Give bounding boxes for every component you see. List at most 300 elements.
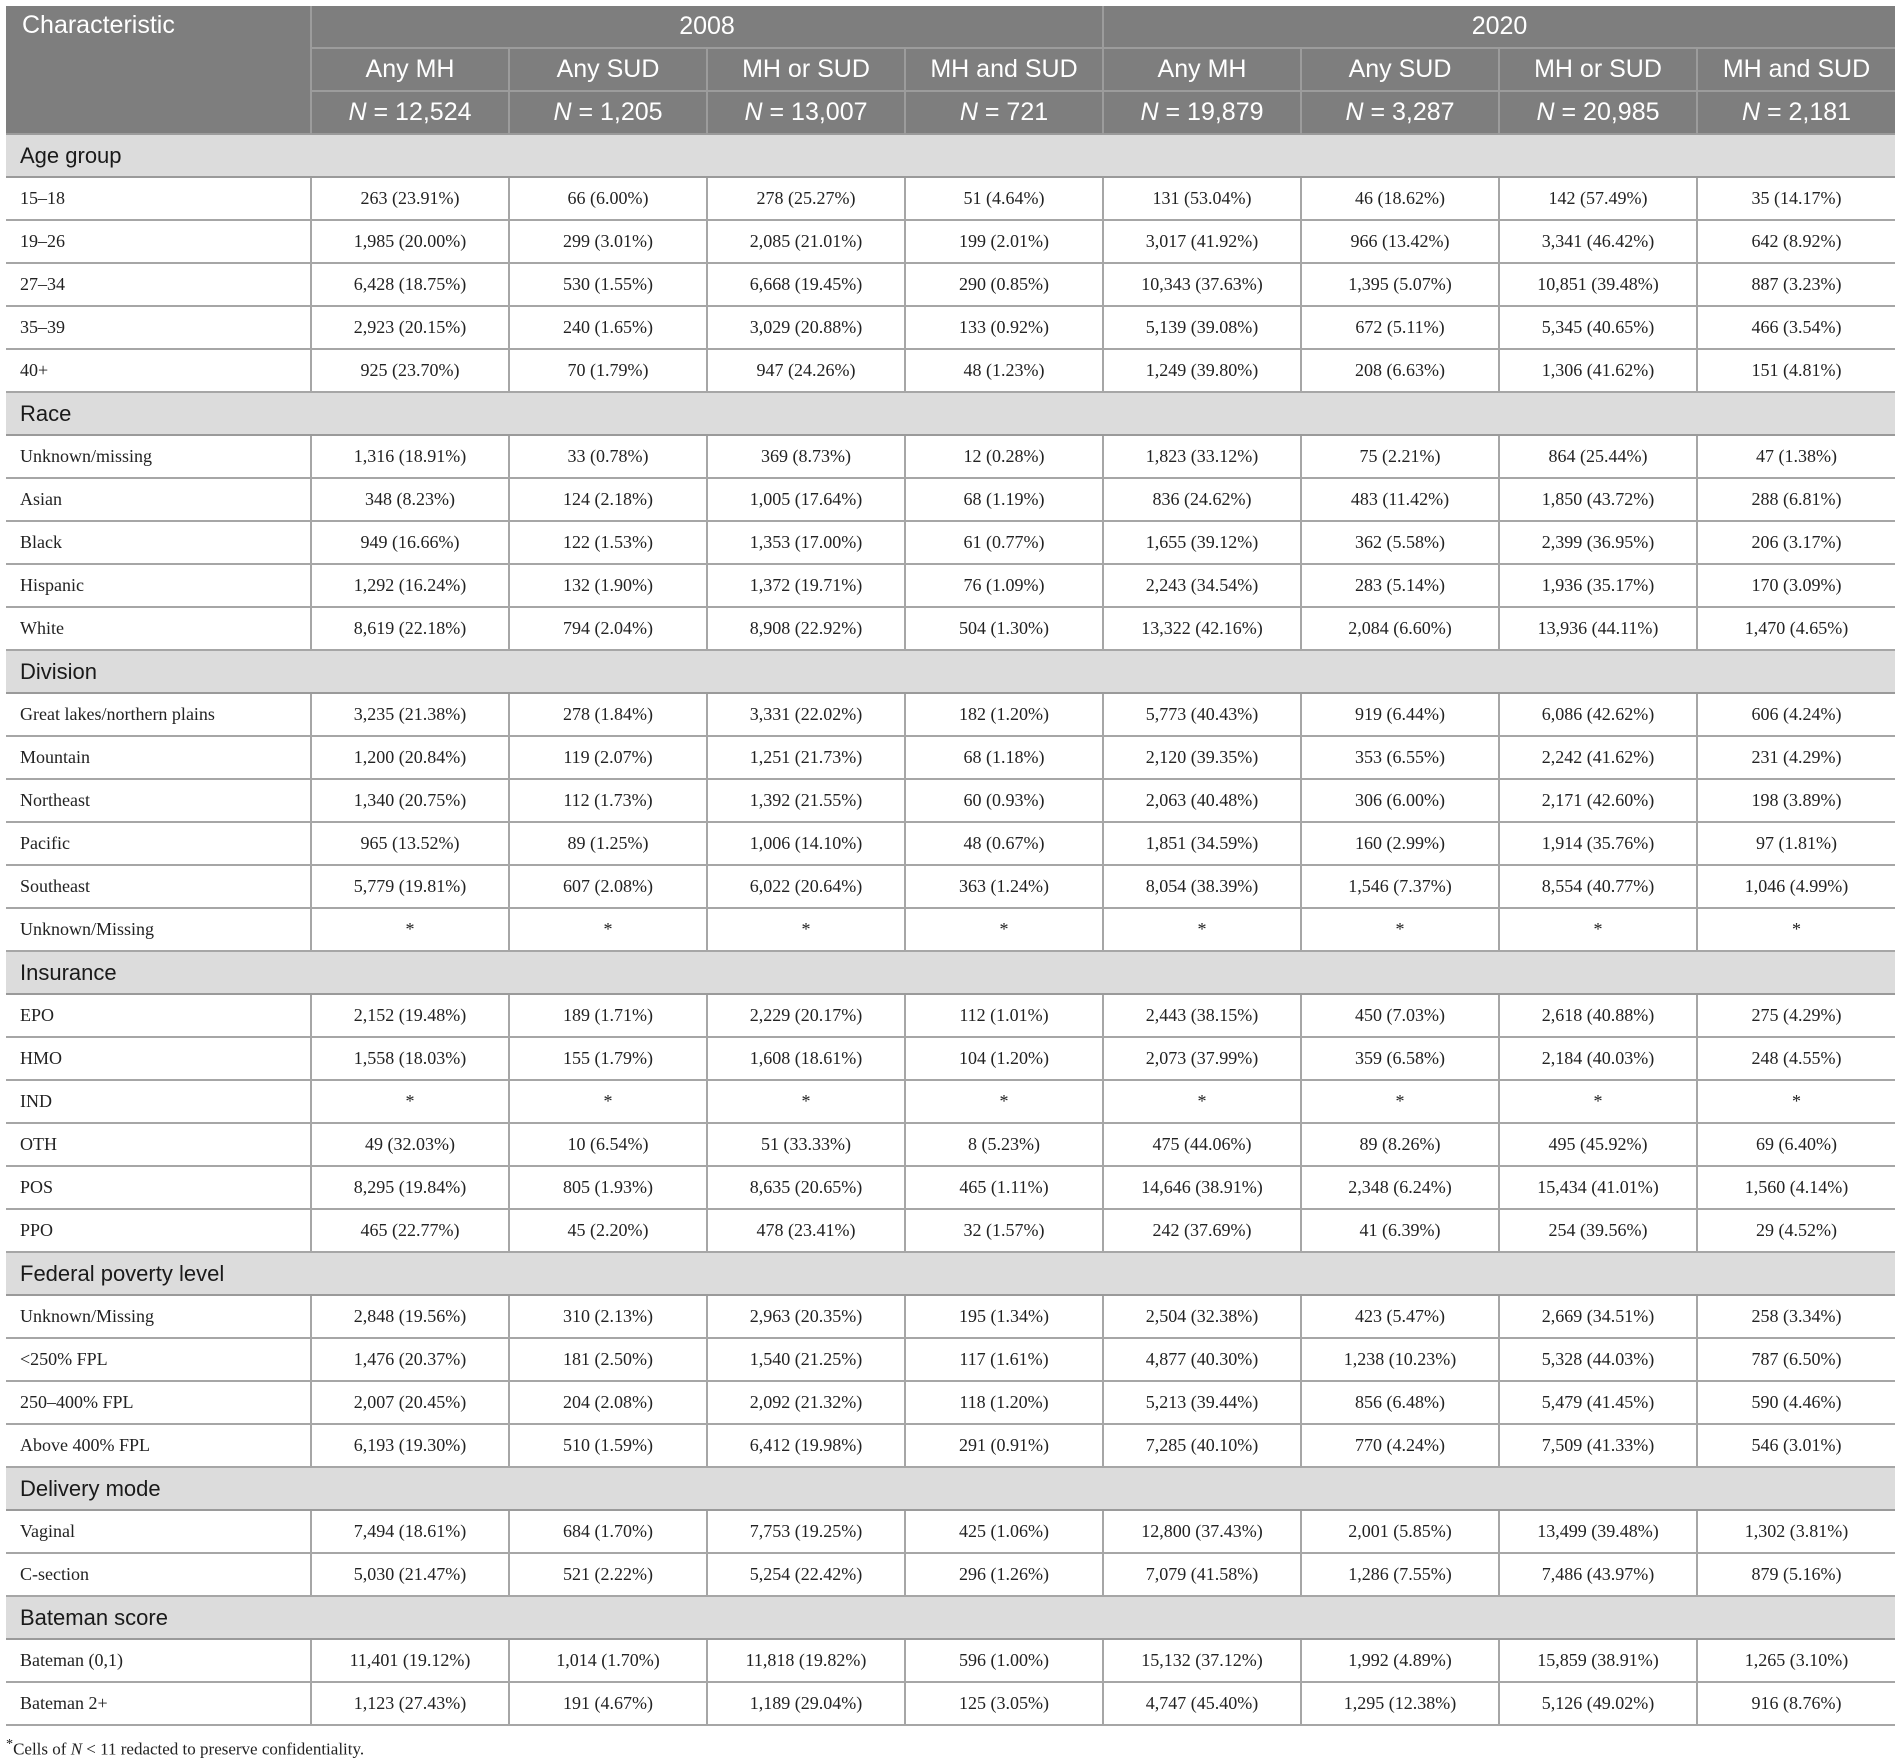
data-cell: 151 (4.81%) (1697, 349, 1895, 392)
data-cell: 348 (8.23%) (311, 478, 509, 521)
data-cell: 278 (25.27%) (707, 177, 905, 220)
data-cell: 15,132 (37.12%) (1103, 1639, 1301, 1682)
data-cell: 8,619 (22.18%) (311, 607, 509, 650)
section-header-row (6, 1596, 1895, 1639)
footnote-n-symbol: N (70, 1739, 83, 1759)
data-cell: 1,823 (33.12%) (1103, 435, 1301, 478)
data-cell: 8,295 (19.84%) (311, 1166, 509, 1209)
data-cell: 12 (0.28%) (905, 435, 1103, 478)
data-cell: 353 (6.55%) (1301, 736, 1499, 779)
data-cell: 7,509 (41.33%) (1499, 1424, 1697, 1467)
data-cell: 51 (4.64%) (905, 177, 1103, 220)
data-cell: 965 (13.52%) (311, 822, 509, 865)
data-cell: 7,494 (18.61%) (311, 1510, 509, 1553)
n-value: 19,879 (1187, 98, 1264, 126)
data-cell: 48 (0.67%) (905, 822, 1103, 865)
data-cell: 947 (24.26%) (707, 349, 905, 392)
row-label: EPO (6, 994, 311, 1037)
data-cell: 425 (1.06%) (905, 1510, 1103, 1553)
footnote-mark: * (6, 1736, 14, 1752)
data-cell: 182 (1.20%) (905, 693, 1103, 736)
data-cell: 642 (8.92%) (1697, 220, 1895, 263)
data-cell: 8 (5.23%) (905, 1123, 1103, 1166)
data-cell: 155 (1.79%) (509, 1037, 707, 1080)
data-cell: 359 (6.58%) (1301, 1037, 1499, 1080)
data-cell: * (1301, 1080, 1499, 1123)
data-cell: 672 (5.11%) (1301, 306, 1499, 349)
data-cell: 41 (6.39%) (1301, 1209, 1499, 1252)
data-cell: 258 (3.34%) (1697, 1295, 1895, 1338)
data-cell: 60 (0.93%) (905, 779, 1103, 822)
data-cell: 170 (3.09%) (1697, 564, 1895, 607)
table-row (6, 1123, 1895, 1166)
footnote-text-b: < 11 redacted to preserve confidentiality. (82, 1739, 365, 1759)
table-row (6, 1080, 1895, 1123)
section-header-row (6, 1252, 1895, 1295)
data-cell: 11,401 (19.12%) (311, 1639, 509, 1682)
table-row (6, 220, 1895, 263)
row-label: Pacific (6, 822, 311, 865)
data-cell: 204 (2.08%) (509, 1381, 707, 1424)
data-cell: 1,249 (39.80%) (1103, 349, 1301, 392)
data-cell: 6,193 (19.30%) (311, 1424, 509, 1467)
n-value: 721 (1006, 98, 1049, 126)
data-cell: 310 (2.13%) (509, 1295, 707, 1338)
data-cell: 89 (1.25%) (509, 822, 707, 865)
n-header: N = 1,205 (509, 91, 707, 134)
data-cell: 6,428 (18.75%) (311, 263, 509, 306)
data-cell: 254 (39.56%) (1499, 1209, 1697, 1252)
row-label: Bateman (0,1) (6, 1639, 311, 1682)
data-cell: 2,348 (6.24%) (1301, 1166, 1499, 1209)
data-cell: 465 (1.11%) (905, 1166, 1103, 1209)
data-cell: 805 (1.93%) (509, 1166, 707, 1209)
row-label: IND (6, 1080, 311, 1123)
data-cell: 290 (0.85%) (905, 263, 1103, 306)
data-cell: 76 (1.09%) (905, 564, 1103, 607)
data-cell: 12,800 (37.43%) (1103, 1510, 1301, 1553)
table-container (6, 6, 1895, 1726)
data-cell: 248 (4.55%) (1697, 1037, 1895, 1080)
data-cell: 51 (33.33%) (707, 1123, 905, 1166)
data-cell: 2,443 (38.15%) (1103, 994, 1301, 1037)
row-label: POS (6, 1166, 311, 1209)
data-cell: 283 (5.14%) (1301, 564, 1499, 607)
data-cell: 89 (8.26%) (1301, 1123, 1499, 1166)
data-cell: 35 (14.17%) (1697, 177, 1895, 220)
data-cell: 6,668 (19.45%) (707, 263, 905, 306)
data-cell: 29 (4.52%) (1697, 1209, 1895, 1252)
table-row (6, 1553, 1895, 1596)
year-header-row (6, 6, 1895, 48)
table-row (6, 779, 1895, 822)
data-cell: 124 (2.18%) (509, 478, 707, 521)
data-cell: 14,646 (38.91%) (1103, 1166, 1301, 1209)
data-cell: 2,504 (32.38%) (1103, 1295, 1301, 1338)
data-cell: 5,254 (22.42%) (707, 1553, 905, 1596)
data-cell: 198 (3.89%) (1697, 779, 1895, 822)
row-label: Hispanic (6, 564, 311, 607)
data-cell: 1,540 (21.25%) (707, 1338, 905, 1381)
data-cell: 45 (2.20%) (509, 1209, 707, 1252)
n-value: 2,181 (1788, 98, 1852, 126)
data-cell: 887 (3.23%) (1697, 263, 1895, 306)
section-header-row (6, 1467, 1895, 1510)
data-cell: 423 (5.47%) (1301, 1295, 1499, 1338)
section-title: Insurance (6, 951, 1895, 994)
data-cell: 949 (16.66%) (311, 521, 509, 564)
data-cell: * (1697, 908, 1895, 951)
row-label: Unknown/Missing (6, 1295, 311, 1338)
data-cell: * (1499, 908, 1697, 951)
data-cell: 3,235 (21.38%) (311, 693, 509, 736)
data-cell: 1,395 (5.07%) (1301, 263, 1499, 306)
data-cell: 263 (23.91%) (311, 177, 509, 220)
data-cell: 836 (24.62%) (1103, 478, 1301, 521)
table-row (6, 1338, 1895, 1381)
data-cell: 1,123 (27.43%) (311, 1682, 509, 1725)
data-cell: 2,184 (40.03%) (1499, 1037, 1697, 1080)
row-label: Vaginal (6, 1510, 311, 1553)
table-row (6, 1424, 1895, 1467)
data-cell: 1,936 (35.17%) (1499, 564, 1697, 607)
data-cell: 2,618 (40.88%) (1499, 994, 1697, 1037)
data-cell: 5,030 (21.47%) (311, 1553, 509, 1596)
data-cell: 3,341 (46.42%) (1499, 220, 1697, 263)
table-row (6, 521, 1895, 564)
data-cell: 1,189 (29.04%) (707, 1682, 905, 1725)
data-cell: 69 (6.40%) (1697, 1123, 1895, 1166)
data-cell: 13,499 (39.48%) (1499, 1510, 1697, 1553)
data-cell: 1,265 (3.10%) (1697, 1639, 1895, 1682)
table-row (6, 306, 1895, 349)
data-cell: 160 (2.99%) (1301, 822, 1499, 865)
footnote (6, 1736, 364, 1760)
data-cell: 590 (4.46%) (1697, 1381, 1895, 1424)
data-cell: 1,340 (20.75%) (311, 779, 509, 822)
data-cell: 1,372 (19.71%) (707, 564, 905, 607)
data-cell: 231 (4.29%) (1697, 736, 1895, 779)
data-cell: 606 (4.24%) (1697, 693, 1895, 736)
data-cell: * (311, 1080, 509, 1123)
data-cell: 125 (3.05%) (905, 1682, 1103, 1725)
data-cell: 2,152 (19.48%) (311, 994, 509, 1037)
data-cell: 11,818 (19.82%) (707, 1639, 905, 1682)
section-title: Race (6, 392, 1895, 435)
data-cell: 1,476 (20.37%) (311, 1338, 509, 1381)
data-cell: 1,200 (20.84%) (311, 736, 509, 779)
data-cell: 142 (57.49%) (1499, 177, 1697, 220)
table-row (6, 1295, 1895, 1338)
data-cell: 1,306 (41.62%) (1499, 349, 1697, 392)
n-header: N = 12,524 (311, 91, 509, 134)
row-label: HMO (6, 1037, 311, 1080)
data-cell: 530 (1.55%) (509, 263, 707, 306)
data-cell: 47 (1.38%) (1697, 435, 1895, 478)
data-cell: 4,877 (40.30%) (1103, 1338, 1301, 1381)
data-cell: 10 (6.54%) (509, 1123, 707, 1166)
data-cell: 1,292 (16.24%) (311, 564, 509, 607)
table-row (6, 822, 1895, 865)
data-cell: 131 (53.04%) (1103, 177, 1301, 220)
table-row (6, 1166, 1895, 1209)
row-label: Southeast (6, 865, 311, 908)
n-value: 20,985 (1583, 98, 1660, 126)
data-cell: 1,005 (17.64%) (707, 478, 905, 521)
data-cell: 10,851 (39.48%) (1499, 263, 1697, 306)
data-cell: 5,328 (44.03%) (1499, 1338, 1697, 1381)
data-cell: 966 (13.42%) (1301, 220, 1499, 263)
row-label: 15–18 (6, 177, 311, 220)
table-row (6, 478, 1895, 521)
data-cell: 3,029 (20.88%) (707, 306, 905, 349)
data-cell: 478 (23.41%) (707, 1209, 905, 1252)
n-header: N = 13,007 (707, 91, 905, 134)
data-cell: 296 (1.26%) (905, 1553, 1103, 1596)
data-cell: 2,085 (21.01%) (707, 220, 905, 263)
data-cell: 275 (4.29%) (1697, 994, 1895, 1037)
row-label: 35–39 (6, 306, 311, 349)
data-cell: 2,399 (36.95%) (1499, 521, 1697, 564)
data-cell: 5,126 (49.02%) (1499, 1682, 1697, 1725)
table-row (6, 908, 1895, 951)
row-label: Unknown/missing (6, 435, 311, 478)
data-cell: 495 (45.92%) (1499, 1123, 1697, 1166)
data-cell: 8,908 (22.92%) (707, 607, 905, 650)
data-cell: 2,923 (20.15%) (311, 306, 509, 349)
data-cell: 240 (1.65%) (509, 306, 707, 349)
n-header: N = 2,181 (1697, 91, 1895, 134)
group-header: MH and SUD (905, 48, 1103, 91)
data-cell: 13,322 (42.16%) (1103, 607, 1301, 650)
section-header-row (6, 650, 1895, 693)
data-cell: 191 (4.67%) (509, 1682, 707, 1725)
data-cell: 2,229 (20.17%) (707, 994, 905, 1037)
data-cell: 2,007 (20.45%) (311, 1381, 509, 1424)
data-cell: * (1103, 908, 1301, 951)
data-cell: * (1499, 1080, 1697, 1123)
data-cell: 299 (3.01%) (509, 220, 707, 263)
data-cell: 1,608 (18.61%) (707, 1037, 905, 1080)
data-cell: 546 (3.01%) (1697, 1424, 1895, 1467)
table-row (6, 1381, 1895, 1424)
n-value: 13,007 (791, 98, 868, 126)
section-header-row (6, 951, 1895, 994)
n-value: 12,524 (395, 98, 472, 126)
data-cell: * (707, 1080, 905, 1123)
data-cell: 1,392 (21.55%) (707, 779, 905, 822)
data-cell: 1,286 (7.55%) (1301, 1553, 1499, 1596)
table-row (6, 1510, 1895, 1553)
data-cell: 450 (7.03%) (1301, 994, 1499, 1037)
data-cell: 112 (1.73%) (509, 779, 707, 822)
data-cell: 919 (6.44%) (1301, 693, 1499, 736)
n-header: N = 721 (905, 91, 1103, 134)
data-cell: 6,086 (42.62%) (1499, 693, 1697, 736)
data-cell: 70 (1.79%) (509, 349, 707, 392)
data-cell: * (905, 1080, 1103, 1123)
row-label: 19–26 (6, 220, 311, 263)
data-cell: 1,470 (4.65%) (1697, 607, 1895, 650)
data-cell: 2,092 (21.32%) (707, 1381, 905, 1424)
footnote-text-a: Cells of (13, 1739, 71, 1759)
characteristics-table (6, 6, 1895, 1726)
row-label: PPO (6, 1209, 311, 1252)
group-header: Any SUD (509, 48, 707, 91)
data-cell: * (707, 908, 905, 951)
section-title: Age group (6, 134, 1895, 177)
data-cell: 189 (1.71%) (509, 994, 707, 1037)
row-label: Unknown/Missing (6, 908, 311, 951)
data-cell: 7,486 (43.97%) (1499, 1553, 1697, 1596)
data-cell: * (311, 908, 509, 951)
data-cell: 242 (37.69%) (1103, 1209, 1301, 1252)
data-cell: 1,560 (4.14%) (1697, 1166, 1895, 1209)
row-label: Northeast (6, 779, 311, 822)
table-row (6, 177, 1895, 220)
row-label: Asian (6, 478, 311, 521)
section-header-row (6, 134, 1895, 177)
n-value: 1,205 (600, 98, 663, 126)
section-title: Delivery mode (6, 1467, 1895, 1510)
data-cell: 7,285 (40.10%) (1103, 1424, 1301, 1467)
table-row (6, 693, 1895, 736)
row-label: OTH (6, 1123, 311, 1166)
table-row (6, 994, 1895, 1037)
data-cell: 2,063 (40.48%) (1103, 779, 1301, 822)
data-cell: 864 (25.44%) (1499, 435, 1697, 478)
section-title: Federal poverty level (6, 1252, 1895, 1295)
data-cell: 2,084 (6.60%) (1301, 607, 1499, 650)
data-cell: * (509, 908, 707, 951)
data-cell: 119 (2.07%) (509, 736, 707, 779)
data-cell: 925 (23.70%) (311, 349, 509, 392)
data-cell: 2,242 (41.62%) (1499, 736, 1697, 779)
data-cell: 483 (11.42%) (1301, 478, 1499, 521)
data-cell: 1,238 (10.23%) (1301, 1338, 1499, 1381)
data-cell: 5,345 (40.65%) (1499, 306, 1697, 349)
section-title: Division (6, 650, 1895, 693)
data-cell: 2,171 (42.60%) (1499, 779, 1697, 822)
data-cell: 32 (1.57%) (905, 1209, 1103, 1252)
group-header: MH or SUD (707, 48, 905, 91)
data-cell: 208 (6.63%) (1301, 349, 1499, 392)
data-cell: 181 (2.50%) (509, 1338, 707, 1381)
data-cell: 607 (2.08%) (509, 865, 707, 908)
data-cell: 1,251 (21.73%) (707, 736, 905, 779)
data-cell: 596 (1.00%) (905, 1639, 1103, 1682)
row-label: 40+ (6, 349, 311, 392)
data-cell: 2,669 (34.51%) (1499, 1295, 1697, 1338)
data-cell: 3,331 (22.02%) (707, 693, 905, 736)
data-cell: 46 (18.62%) (1301, 177, 1499, 220)
data-cell: 13,936 (44.11%) (1499, 607, 1697, 650)
data-cell: 5,139 (39.08%) (1103, 306, 1301, 349)
data-cell: 787 (6.50%) (1697, 1338, 1895, 1381)
data-cell: 7,753 (19.25%) (707, 1510, 905, 1553)
table-row (6, 349, 1895, 392)
data-cell: 1,914 (35.76%) (1499, 822, 1697, 865)
row-label: White (6, 607, 311, 650)
data-cell: 1,655 (39.12%) (1103, 521, 1301, 564)
data-cell: 1,046 (4.99%) (1697, 865, 1895, 908)
characteristic-header: Characteristic (6, 6, 311, 134)
n-header: N = 19,879 (1103, 91, 1301, 134)
row-label: Black (6, 521, 311, 564)
data-cell: 1,295 (12.38%) (1301, 1682, 1499, 1725)
row-label: Above 400% FPL (6, 1424, 311, 1467)
data-cell: 1,985 (20.00%) (311, 220, 509, 263)
data-cell: 15,434 (41.01%) (1499, 1166, 1697, 1209)
data-cell: * (905, 908, 1103, 951)
row-label: 27–34 (6, 263, 311, 306)
data-cell: 5,773 (40.43%) (1103, 693, 1301, 736)
data-cell: 5,479 (41.45%) (1499, 1381, 1697, 1424)
data-cell: 104 (1.20%) (905, 1037, 1103, 1080)
row-label: 250–400% FPL (6, 1381, 311, 1424)
data-cell: 97 (1.81%) (1697, 822, 1895, 865)
data-cell: 122 (1.53%) (509, 521, 707, 564)
data-cell: 916 (8.76%) (1697, 1682, 1895, 1725)
data-cell: 1,302 (3.81%) (1697, 1510, 1895, 1553)
data-cell: 1,851 (34.59%) (1103, 822, 1301, 865)
data-cell: 770 (4.24%) (1301, 1424, 1499, 1467)
table-body (6, 134, 1895, 1725)
data-cell: 7,079 (41.58%) (1103, 1553, 1301, 1596)
data-cell: 1,558 (18.03%) (311, 1037, 509, 1080)
data-cell: 49 (32.03%) (311, 1123, 509, 1166)
data-cell: 504 (1.30%) (905, 607, 1103, 650)
data-cell: 132 (1.90%) (509, 564, 707, 607)
data-cell: 117 (1.61%) (905, 1338, 1103, 1381)
data-cell: 879 (5.16%) (1697, 1553, 1895, 1596)
n-value: 3,287 (1392, 98, 1455, 126)
data-cell: 2,073 (37.99%) (1103, 1037, 1301, 1080)
data-cell: * (1301, 908, 1499, 951)
table-row (6, 1209, 1895, 1252)
data-cell: 1,850 (43.72%) (1499, 478, 1697, 521)
data-cell: 1,014 (1.70%) (509, 1639, 707, 1682)
data-cell: * (1103, 1080, 1301, 1123)
data-cell: 466 (3.54%) (1697, 306, 1895, 349)
data-cell: 6,412 (19.98%) (707, 1424, 905, 1467)
data-cell: 363 (1.24%) (905, 865, 1103, 908)
data-cell: 291 (0.91%) (905, 1424, 1103, 1467)
data-cell: 133 (0.92%) (905, 306, 1103, 349)
year-2008-header: 2008 (311, 6, 1103, 48)
row-label: C-section (6, 1553, 311, 1596)
table-row (6, 564, 1895, 607)
data-cell: 75 (2.21%) (1301, 435, 1499, 478)
table-row (6, 1639, 1895, 1682)
data-cell: 33 (0.78%) (509, 435, 707, 478)
group-header: MH and SUD (1697, 48, 1895, 91)
data-cell: 195 (1.34%) (905, 1295, 1103, 1338)
data-cell: 1,316 (18.91%) (311, 435, 509, 478)
data-cell: 369 (8.73%) (707, 435, 905, 478)
data-cell: 2,001 (5.85%) (1301, 1510, 1499, 1553)
data-cell: 5,213 (39.44%) (1103, 1381, 1301, 1424)
data-cell: 2,120 (39.35%) (1103, 736, 1301, 779)
table-row (6, 263, 1895, 306)
data-cell: 510 (1.59%) (509, 1424, 707, 1467)
table-row (6, 736, 1895, 779)
table-row (6, 1037, 1895, 1080)
table-row (6, 607, 1895, 650)
data-cell: 10,343 (37.63%) (1103, 263, 1301, 306)
row-label: Bateman 2+ (6, 1682, 311, 1725)
section-title: Bateman score (6, 1596, 1895, 1639)
